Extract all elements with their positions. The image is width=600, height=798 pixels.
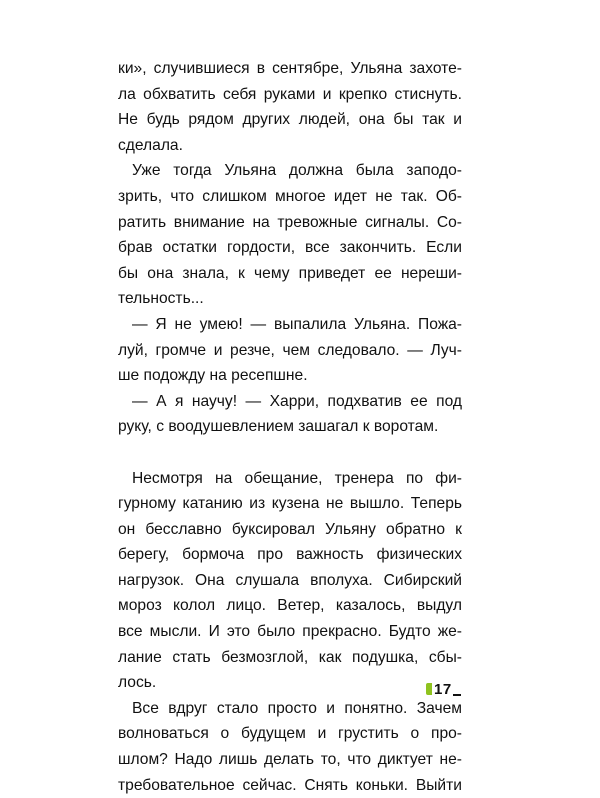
text-line: Не будь рядом других людей, она бы так и xyxy=(118,111,462,129)
text-line: шлом? Надо лишь делать то, что диктует не- xyxy=(118,751,462,769)
text-line: руку, с воодушевлением зашагал к воротам. xyxy=(118,418,439,436)
page-number-value: 17 xyxy=(434,681,452,698)
text-line: ки», случившиеся в сентябре, Ульяна захоте- xyxy=(118,60,462,77)
text-line: тельность... xyxy=(118,290,204,308)
text-line: ратить внимание на тревожные сигналы. Со- xyxy=(118,213,462,231)
text-line: — А я научу! — Харри, подхватив ее под xyxy=(132,392,462,410)
text-line: нагрузок. Она слушала вполуха. Сибирский xyxy=(118,571,462,589)
paragraph xyxy=(118,158,462,312)
text-line: требовательное сейчас. Снять коньки. Выйти xyxy=(118,776,462,794)
text-line: лось. xyxy=(118,674,157,692)
text-line: волноваться о будущем и грустить о про- xyxy=(118,725,462,743)
page-number xyxy=(426,681,461,698)
text-line: сделала. xyxy=(118,136,183,154)
text-line: Несмотря на обещание, тренера по фи- xyxy=(132,469,462,487)
page-marker-icon xyxy=(426,683,432,695)
text-line: берегу, бормоча про важность физических xyxy=(118,546,462,564)
text-line: гурному катанию из кузена не вышло. Теперь xyxy=(118,495,462,513)
text-line: Уже тогда Ульяна должна была заподо- xyxy=(132,162,462,180)
text-line: лание стать безмозглой, как подушка, сбы- xyxy=(118,648,462,666)
text-line: брав остатки гордости, все закончить. Если xyxy=(118,239,462,257)
text-line: бы она знала, к чему приведет ее нереши- xyxy=(118,264,462,282)
text-line: мороз колол лицо. Ветер, казалось, выдул xyxy=(118,597,462,615)
page-body xyxy=(118,56,462,798)
paragraph xyxy=(118,56,462,158)
text-line: ла обхватить себя руками и крепко стиснуть. xyxy=(118,85,462,103)
text-line: — Я не умею! — выпалила Ульяна. Пожа- xyxy=(132,315,462,333)
page-underline-icon xyxy=(453,694,461,696)
text-line: ше подожду на ресепшне. xyxy=(118,367,308,385)
text-line: зрить, что слишком многое идет не так. Об- xyxy=(118,187,462,205)
paragraph xyxy=(118,466,462,696)
section-break xyxy=(118,440,462,466)
text-line: все мысли. И это было прекрасно. Будто же- xyxy=(118,623,462,641)
paragraph xyxy=(118,389,462,440)
text-line: он бесславно буксировал Ульяну обратно к xyxy=(118,520,462,538)
text-line: луй, громче и резче, чем следовало. — Луч- xyxy=(118,341,462,359)
paragraph xyxy=(118,312,462,389)
paragraph xyxy=(118,696,462,798)
text-line: Все вдруг стало просто и понятно. Зачем xyxy=(132,699,462,717)
